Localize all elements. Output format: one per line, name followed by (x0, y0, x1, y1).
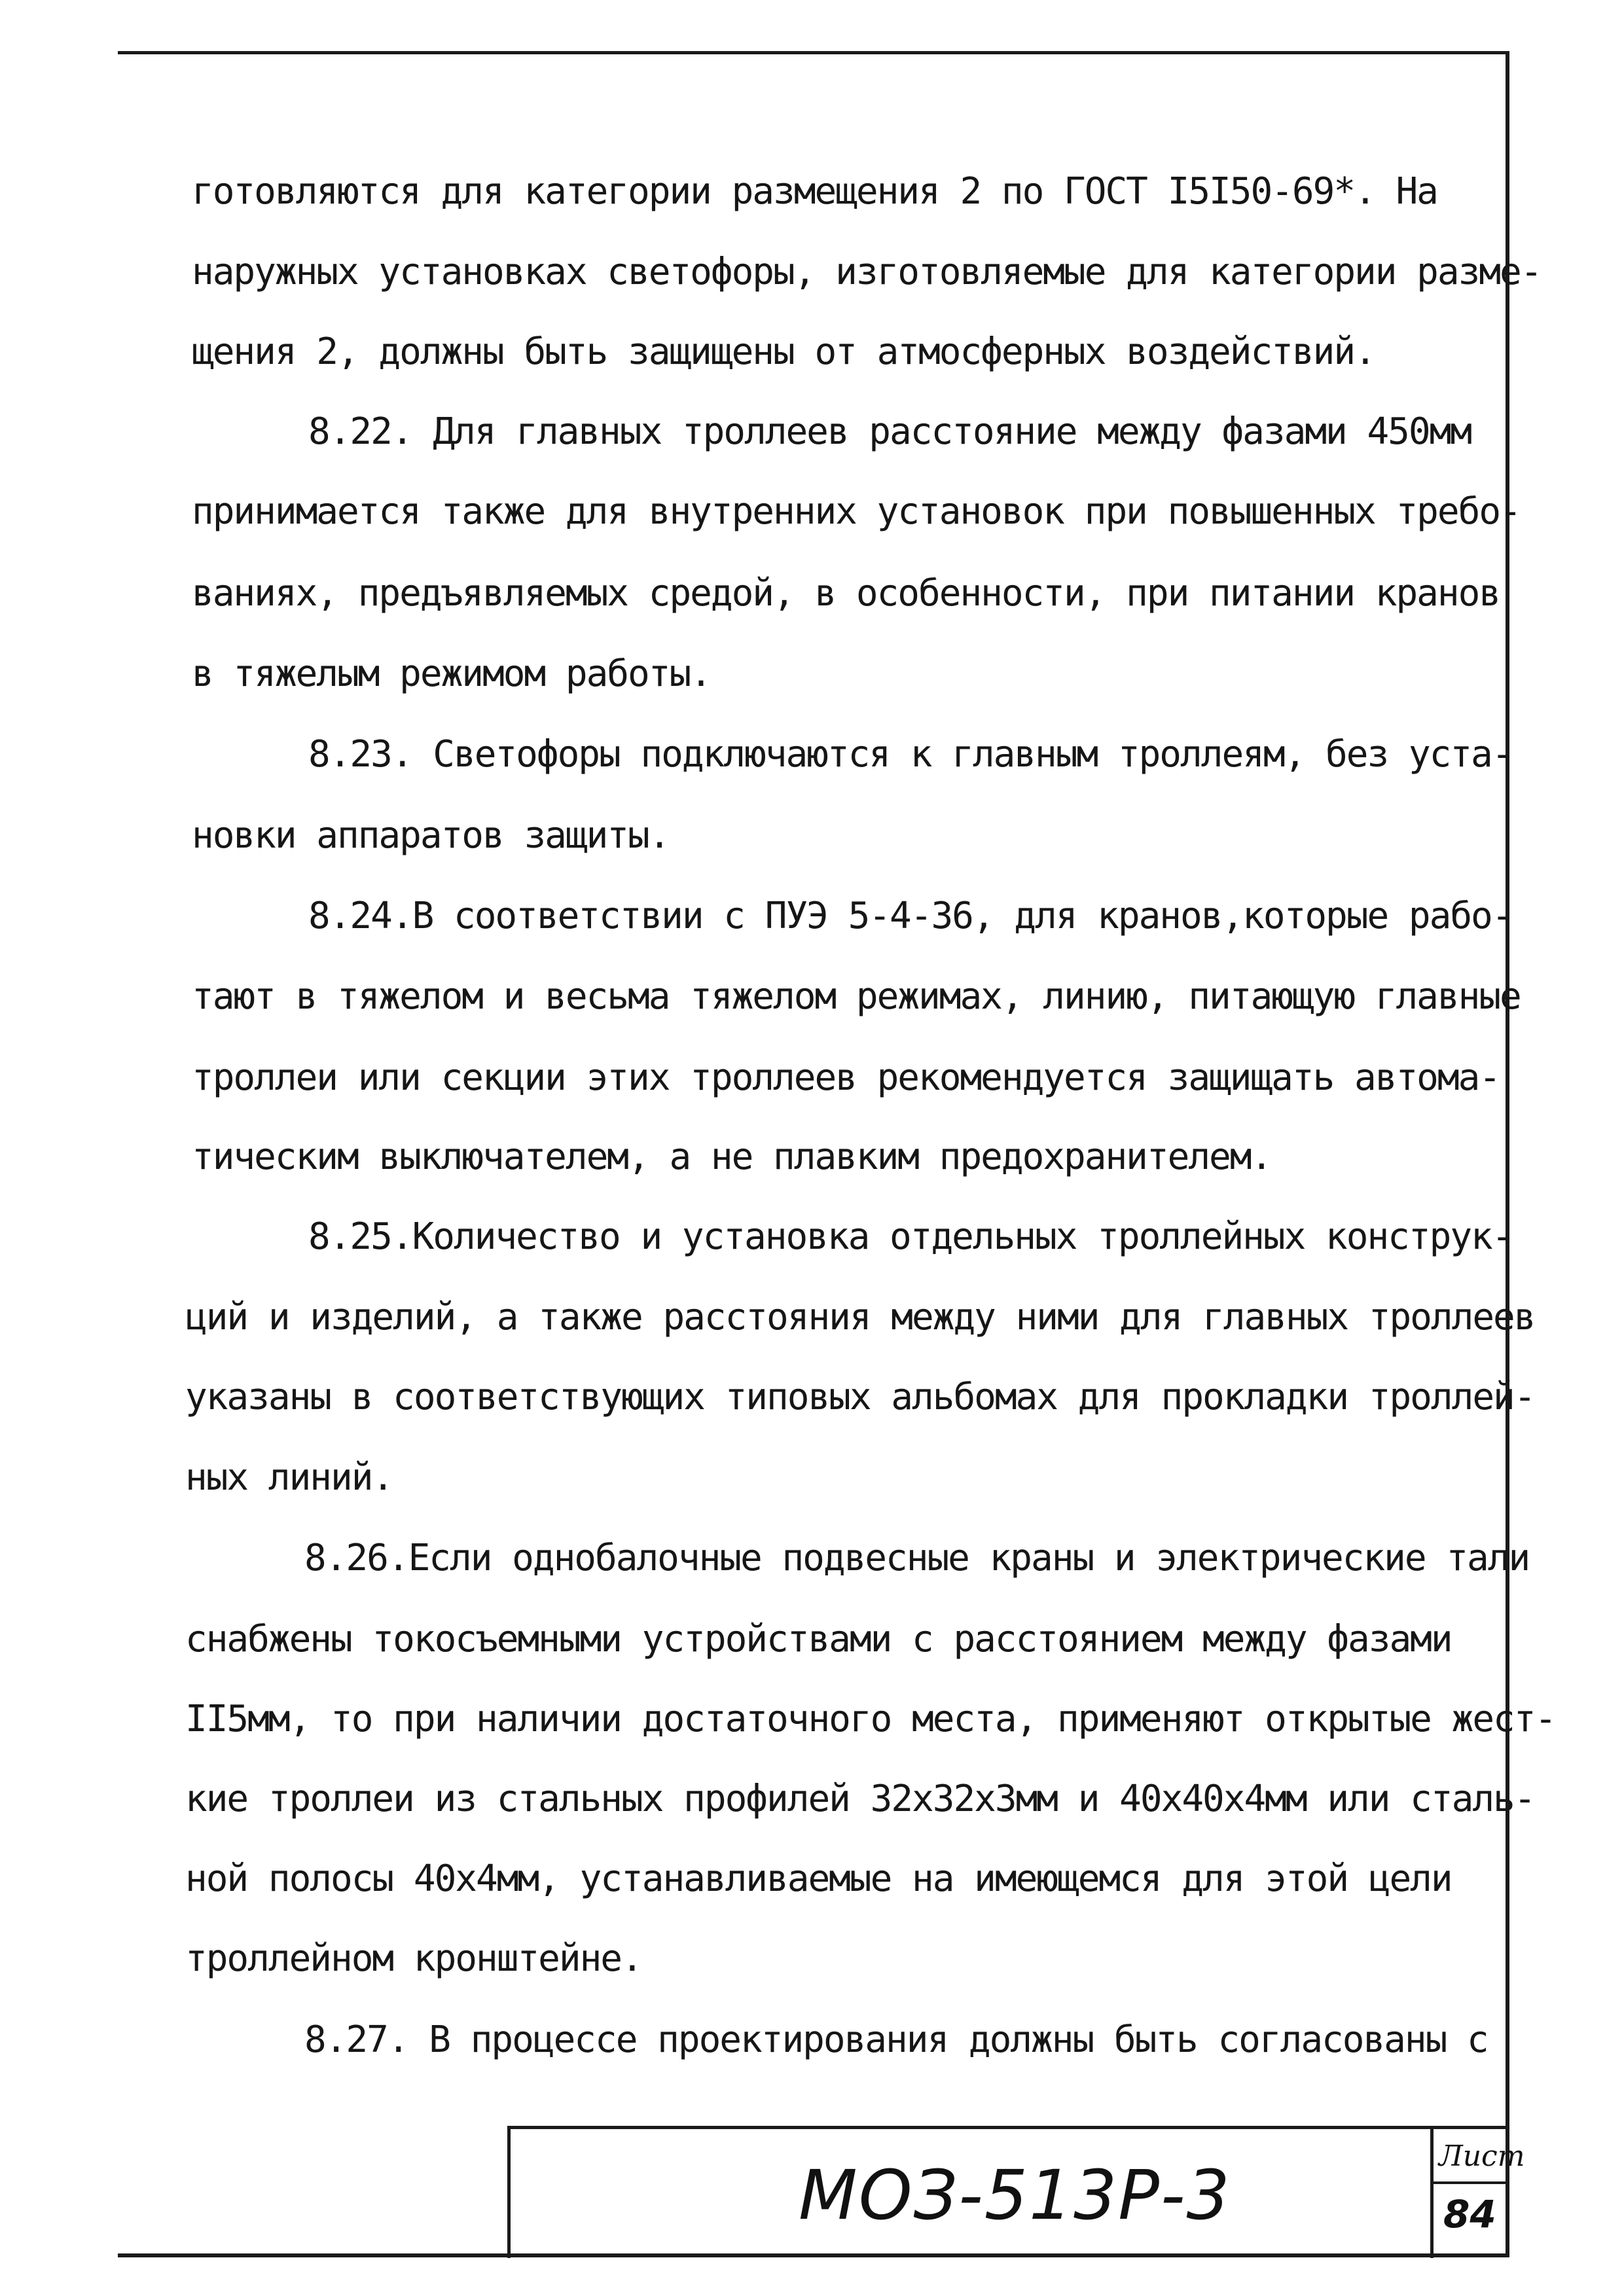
text-line: ной полосы 40х4мм, устанавливаемые на имеющемся для этой цели (185, 1857, 1452, 1900)
text-line: ваниях, предъявляемых средой, в особенности, при питании кранов (192, 572, 1500, 615)
text-line: готовляются для категории размещения 2 по ГОСТ I5I50-69*. На (192, 170, 1437, 213)
text-line: новки аппаратов защиты. (192, 814, 670, 857)
text-line: ных линий. (185, 1456, 393, 1499)
text-line: щения 2, должны быть защищены от атмосферных воздействий. (192, 331, 1375, 373)
text-line: II5мм, то при наличии достаточного места, применяют открытые жест- (185, 1698, 1556, 1740)
text-line: тают в тяжелом и весьма тяжелом режимах, линию, питающую главные (192, 975, 1521, 1018)
text-line: 8.25.Количество и установка отдельных троллейных конструк- (308, 1215, 1513, 1258)
text-line: в тяжелым режимом работы. (192, 653, 711, 695)
text-line: троллеи или секции этих троллеев рекомендуется защищать автома- (192, 1056, 1500, 1099)
text-line: 8.23. Светофоры подключаются к главным троллеям, без уста- (308, 733, 1513, 776)
title-block-stamp (507, 2126, 1525, 2258)
text-line: указаны в соответствующих типовых альбомах для прокладки троллей- (185, 1376, 1535, 1418)
text-line: троллейном кронштейне. (185, 1937, 642, 1980)
text-line: 8.24.В соответствии с ПУЭ 5-4-36, для кранов,которые рабо- (308, 895, 1513, 937)
sheet-label: Лист (1439, 2140, 1525, 2173)
stamp-divider (1430, 2129, 1434, 2258)
text-line: снабжены токосъемными устройствами с расстоянием между фазами (185, 1618, 1452, 1660)
text-line: тическим выключателем, а не плавким предохранителем. (192, 1136, 1272, 1178)
document-code: МОЗ-513Р-3 (799, 2155, 1231, 2235)
text-line: наружных установках светофоры, изготовляемые для категории разме- (192, 251, 1542, 293)
text-line: кие троллеи из стальных профилей 32х32х3мм и 40х40х4мм или сталь- (185, 1778, 1535, 1820)
sheet-rule (1434, 2181, 1509, 2184)
text-line: ций и изделий, а также расстояния между ними для главных троллеев (185, 1296, 1535, 1338)
text-line: 8.26.Если однобалочные подвесные краны и электрические тали (304, 1537, 1530, 1579)
frame-top-border (118, 51, 1509, 54)
text-line: принимается также для внутренних установок при повышенных требо- (192, 490, 1521, 533)
text-line: 8.27. В процессе проектирования должны быть согласованы с (304, 2018, 1488, 2061)
sheet-number: 84 (1443, 2192, 1496, 2236)
text-line: 8.22. Для главных троллеев расстояние между фазами 450мм (308, 410, 1471, 453)
frame-right-border (1506, 51, 1509, 2257)
